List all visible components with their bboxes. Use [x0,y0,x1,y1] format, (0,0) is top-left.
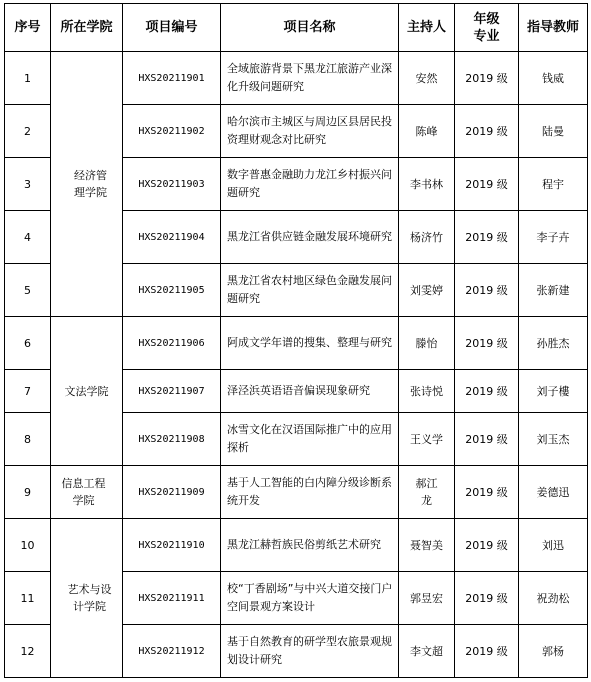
advisor-cell: 陆曼 [519,105,588,158]
grade-cell: 2019 级 [455,413,519,466]
host-cell: 安然 [399,52,455,105]
grade-cell: 2019 级 [455,466,519,519]
advisor-cell: 张新建 [519,264,588,317]
grade-cell: 2019 级 [455,317,519,370]
advisor-cell: 李子卉 [519,211,588,264]
advisor-cell: 郭杨 [519,625,588,678]
code-cell: HXS20211903 [123,158,221,211]
seq-cell: 6 [5,317,51,370]
header-seq: 序号 [5,4,51,52]
host-cell: 聂智美 [399,519,455,572]
name-cell: 泽泾浜英语语音偏误现象研究 [221,370,399,413]
college-cell-econ: 经济管理学院 [51,52,123,317]
name-cell: 黑龙江赫哲族民俗剪纸艺术研究 [221,519,399,572]
host-cell: 张诗悦 [399,370,455,413]
header-name: 项目名称 [221,4,399,52]
code-cell: HXS20211904 [123,211,221,264]
advisor-cell: 刘玉杰 [519,413,588,466]
code-cell: HXS20211905 [123,264,221,317]
name-cell: 校“丁香剧场”与中兴大道交接门户空间景观方案设计 [221,572,399,625]
seq-cell: 12 [5,625,51,678]
advisor-cell: 孙胜杰 [519,317,588,370]
seq-cell: 9 [5,466,51,519]
seq-cell: 1 [5,52,51,105]
grade-cell: 2019 级 [455,519,519,572]
host-cell: 滕怡 [399,317,455,370]
seq-cell: 10 [5,519,51,572]
name-cell: 黑龙江省农村地区绿色金融发展问题研究 [221,264,399,317]
code-cell: HXS20211907 [123,370,221,413]
table-row [5,519,588,572]
college-cell-wenfa: 文法学院 [51,317,123,466]
grade-cell: 2019 级 [455,625,519,678]
code-cell: HXS20211911 [123,572,221,625]
name-cell: 全域旅游背景下黑龙江旅游产业深化升级问题研究 [221,52,399,105]
header-advisor: 指导教师 [519,4,588,52]
seq-cell: 3 [5,158,51,211]
advisor-cell: 姜德迅 [519,466,588,519]
header-host: 主持人 [399,4,455,52]
name-cell: 黑龙江省供应链金融发展环境研究 [221,211,399,264]
seq-cell: 5 [5,264,51,317]
header-code: 项目编号 [123,4,221,52]
advisor-cell: 程宇 [519,158,588,211]
grade-cell: 2019 级 [455,105,519,158]
grade-cell: 2019 级 [455,370,519,413]
host-cell: 刘雯婷 [399,264,455,317]
seq-cell: 2 [5,105,51,158]
host-cell: 王义学 [399,413,455,466]
seq-cell: 8 [5,413,51,466]
advisor-cell: 刘子樓 [519,370,588,413]
table-row [5,317,588,370]
host-cell: 郭昱宏 [399,572,455,625]
header-row [5,4,588,52]
table-row [5,466,588,519]
name-cell: 数字普惠金融助力龙江乡村振兴问题研究 [221,158,399,211]
grade-cell: 2019 级 [455,211,519,264]
grade-cell: 2019 级 [455,158,519,211]
code-cell: HXS20211910 [123,519,221,572]
code-cell: HXS20211906 [123,317,221,370]
code-cell: HXS20211912 [123,625,221,678]
seq-cell: 4 [5,211,51,264]
host-cell: 陈峰 [399,105,455,158]
code-cell: HXS20211908 [123,413,221,466]
code-cell: HXS20211902 [123,105,221,158]
code-cell: HXS20211909 [123,466,221,519]
host-cell: 杨济竹 [399,211,455,264]
name-cell: 阿成文学年谱的搜集、整理与研究 [221,317,399,370]
header-grade-major: 年级专业 [455,4,519,52]
project-table [4,3,588,678]
host-cell: 李书林 [399,158,455,211]
college-cell-info: 信息工程学院 [51,466,123,519]
seq-cell: 7 [5,370,51,413]
name-cell: 冰雪文化在汉语国际推广中的应用探析 [221,413,399,466]
advisor-cell: 钱威 [519,52,588,105]
header-college: 所在学院 [51,4,123,52]
advisor-cell: 刘迅 [519,519,588,572]
seq-cell: 11 [5,572,51,625]
host-cell: 郝江龙 [399,466,455,519]
grade-cell: 2019 级 [455,52,519,105]
grade-cell: 2019 级 [455,264,519,317]
college-cell-art: 艺术与设计学院 [51,519,123,678]
name-cell: 基于人工智能的白内障分级诊断系统开发 [221,466,399,519]
host-cell: 李文超 [399,625,455,678]
table-row [5,52,588,105]
advisor-cell: 祝劲松 [519,572,588,625]
name-cell: 哈尔滨市主城区与周边区县居民投资理财观念对比研究 [221,105,399,158]
name-cell: 基于自然教育的研学型农旅景观规划设计研究 [221,625,399,678]
code-cell: HXS20211901 [123,52,221,105]
grade-cell: 2019 级 [455,572,519,625]
